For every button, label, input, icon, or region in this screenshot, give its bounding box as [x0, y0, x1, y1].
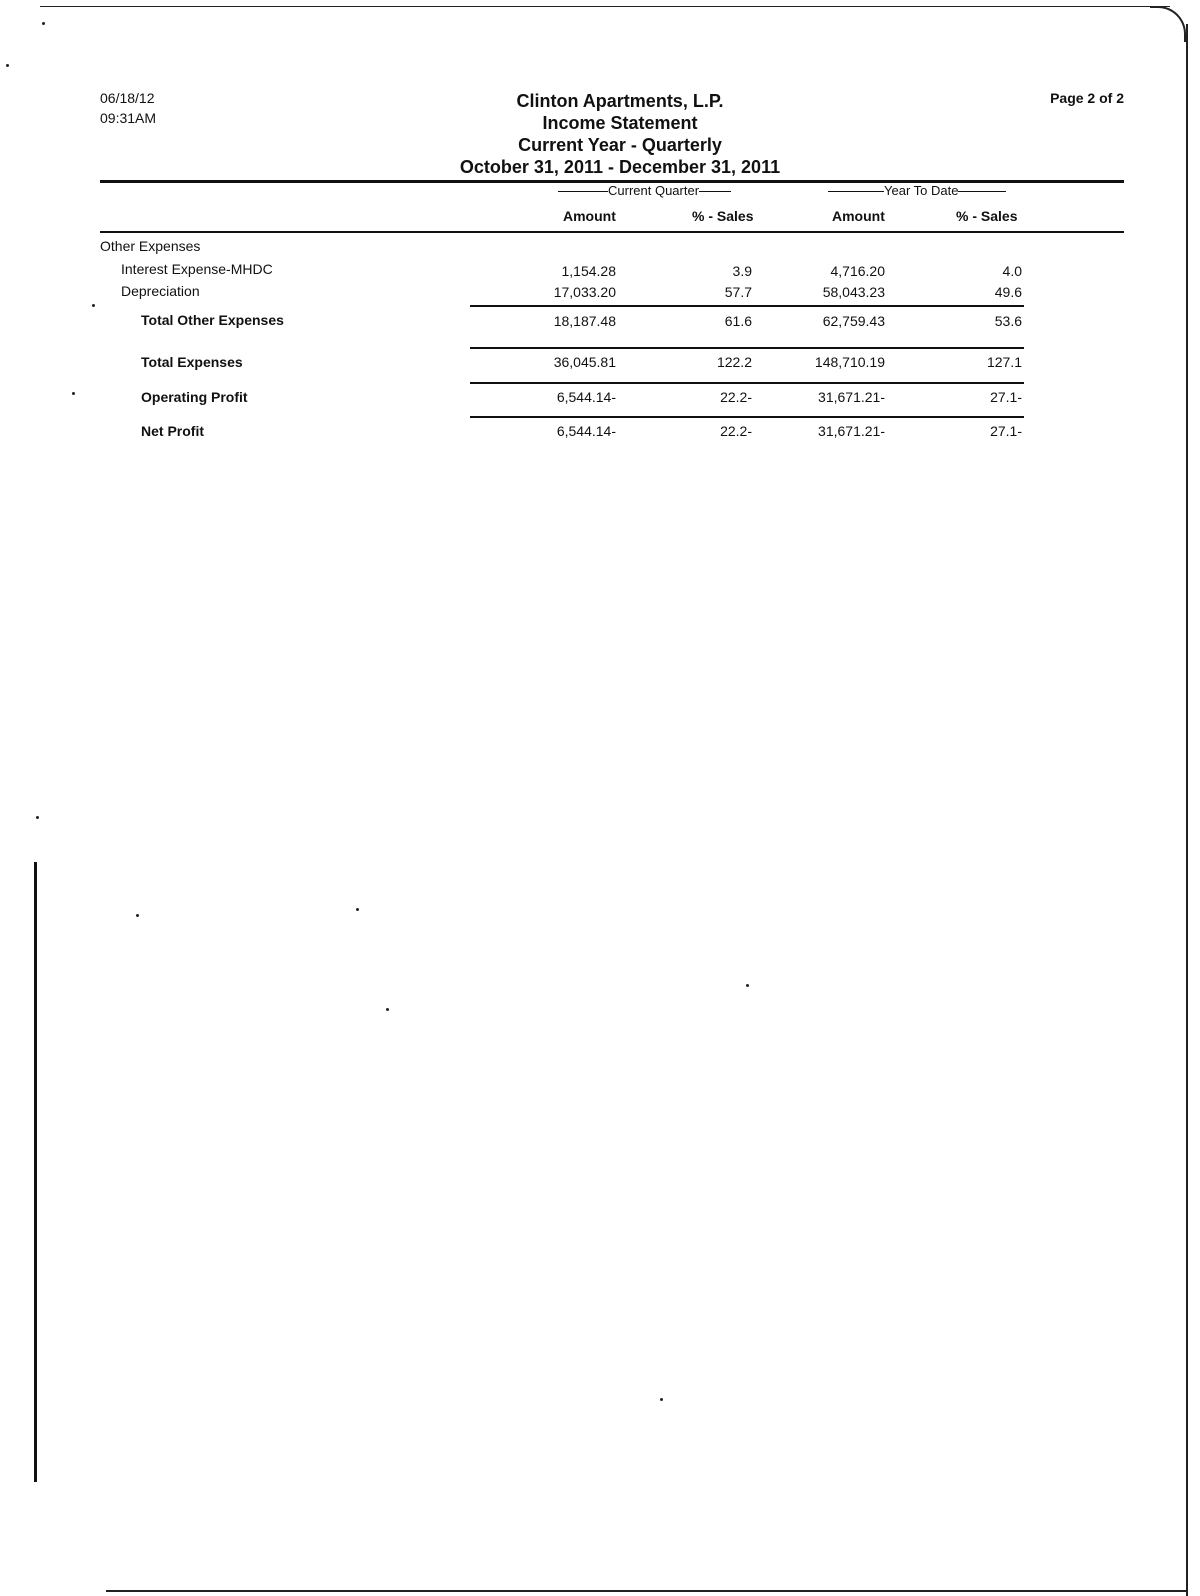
col-header-ytd-amount: Amount [832, 208, 885, 224]
total-rule [470, 347, 1024, 349]
row-label: Operating Profit [141, 389, 248, 405]
cell-cq-pct: 57.7 [724, 284, 752, 300]
cell-ytd-amount: 58,043.23 [822, 284, 885, 300]
scan-speck [72, 392, 75, 395]
row-label: Total Expenses [141, 354, 243, 370]
dash-rule [958, 191, 1006, 192]
cell-ytd-pct: 49.6 [994, 284, 1022, 300]
scan-edge-right [1186, 24, 1188, 1596]
cell-cq-amount: 6,544.14- [556, 423, 616, 439]
scan-edge-top [40, 6, 1170, 7]
cell-ytd-pct: 4.0 [1002, 263, 1022, 279]
date-range: October 31, 2011 - December 31, 2011 [459, 157, 781, 177]
total-rule [470, 382, 1024, 384]
scan-speck [746, 984, 749, 987]
page-number: Page 2 of 2 [1050, 90, 1124, 106]
dash-rule [558, 191, 608, 192]
cell-ytd-pct: 27.1- [990, 423, 1022, 439]
col-header-cq-amount: Amount [563, 208, 616, 224]
current-quarter-label: Current Quarter [608, 183, 700, 198]
cell-cq-pct: 61.6 [724, 313, 752, 329]
year-to-date-label: Year To Date [884, 183, 959, 198]
cell-ytd-amount: 148,710.19 [814, 354, 885, 370]
scan-corner [1150, 6, 1186, 42]
subtotal-rule [470, 305, 1024, 307]
cell-cq-pct: 3.9 [732, 263, 752, 279]
cell-ytd-amount: 4,716.20 [830, 263, 885, 279]
report-timestamp [100, 88, 156, 128]
cell-ytd-pct: 53.6 [994, 313, 1022, 329]
cell-cq-amount: 17,033.20 [553, 284, 616, 300]
cell-ytd-amount: 31,671.21- [818, 389, 885, 405]
cell-cq-pct: 22.2- [720, 389, 752, 405]
row-label: Depreciation [121, 283, 200, 299]
row-label: Net Profit [141, 423, 204, 439]
current-quarter-group-header [558, 183, 731, 198]
cell-cq-pct: 122.2 [716, 354, 752, 370]
total-rule [470, 416, 1024, 418]
scan-speck [386, 1008, 389, 1011]
cell-ytd-amount: 62,759.43 [822, 313, 885, 329]
company-name: Clinton Apartments, L.P. [516, 91, 724, 111]
col-header-cq-pct: % - Sales [692, 208, 754, 224]
report-title-block [420, 90, 820, 178]
cell-cq-amount: 6,544.14- [556, 389, 616, 405]
period-type: Current Year - Quarterly [518, 135, 722, 155]
scan-speck [6, 64, 9, 67]
cell-cq-amount: 18,187.48 [553, 313, 616, 329]
scan-speck [136, 914, 139, 917]
column-header-rule [100, 231, 1124, 233]
year-to-date-group-header [828, 183, 1006, 198]
report-time: 09:31AM [100, 110, 157, 126]
dash-rule [699, 191, 731, 192]
scan-speck [660, 1398, 663, 1401]
col-header-ytd-pct: % - Sales [956, 208, 1018, 224]
cell-cq-amount: 36,045.81 [553, 354, 616, 370]
dash-rule [828, 191, 884, 192]
scan-speck [92, 304, 95, 307]
section-title: Other Expenses [100, 238, 201, 254]
scan-edge-bottom [106, 1590, 1186, 1592]
scan-speck [36, 816, 39, 819]
row-label: Interest Expense-MHDC [121, 261, 273, 277]
row-label: Total Other Expenses [141, 312, 284, 328]
scan-edge-left [34, 862, 37, 1482]
cell-ytd-pct: 127.1 [986, 354, 1022, 370]
cell-ytd-amount: 31,671.21- [818, 423, 885, 439]
cell-ytd-pct: 27.1- [990, 389, 1022, 405]
cell-cq-pct: 22.2- [720, 423, 752, 439]
scan-speck [42, 22, 45, 25]
report-name: Income Statement [542, 113, 698, 133]
scan-speck [356, 908, 359, 911]
report-date: 06/18/12 [100, 90, 155, 106]
cell-cq-amount: 1,154.28 [561, 263, 616, 279]
